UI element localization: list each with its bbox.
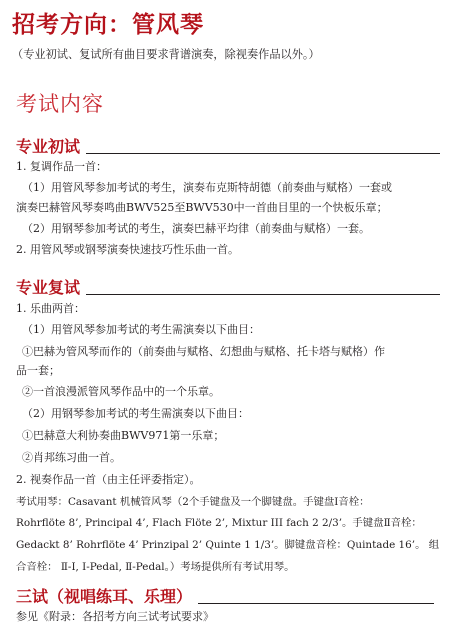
page-subtitle: （专业初试、复试所有曲目要求背谱演奏，除视奏作品以外。） bbox=[12, 48, 320, 61]
section-third-title: 三试（视唱练耳、乐理） bbox=[16, 587, 193, 606]
initial-item-1: 1. 复调作品一首： bbox=[16, 160, 107, 173]
retest-item-1a: （1）用管风琴参加考试的考生需演奏以下曲目： bbox=[22, 323, 260, 336]
retest-item-1b: （2）用钢琴参加考试的考生需演奏以下曲目： bbox=[22, 407, 249, 420]
initial-item-1a-line2: 演奏巴赫管风琴奏鸣曲BWV525至BWV530中一首曲目里的一个快板乐章； bbox=[16, 201, 388, 214]
retest-item-1a-i-line2: 品一套； bbox=[16, 364, 60, 377]
initial-item-1a-line1: （1）用管风琴参加考试的考生，演奏布克斯特胡德（前奏曲与赋格）一套或 bbox=[22, 181, 392, 194]
initial-item-1b: （2）用钢琴参加考试的考生，演奏巴赫平均律（前奏曲与赋格）一套。 bbox=[22, 222, 370, 235]
retest-item-1: 1. 乐曲两首： bbox=[16, 302, 85, 315]
retest-item-1a-i-line1: ①巴赫为管风琴而作的（前奏曲与赋格、幻想曲与赋格、托卡塔与赋格）作 bbox=[22, 345, 385, 358]
section-divider bbox=[86, 294, 440, 295]
organ-spec-line1: 考试用琴：Casavant 机械管风琴（2个手键盘及一个脚键盘。手键盘Ⅰ音栓： bbox=[16, 496, 370, 508]
organ-spec-line2: Rohrflöte 8’, Principal 4’, Flach Flöte 2’, Mixtur III fach 2 2/3’。手键盘Ⅱ音栓： bbox=[16, 517, 422, 529]
section-initial-header bbox=[16, 134, 440, 156]
section-retest-header bbox=[16, 275, 440, 297]
page-title: 招考方向：管风琴 bbox=[12, 12, 204, 38]
organ-spec-line3: Gedackt 8’ Rohrflöte 4’ Prinzipal 2’ Quinte 1 1/3’。脚键盘音栓：Quintade 16’。 组 bbox=[16, 539, 440, 551]
third-exam-reference: 参见《附录：各招考方向三试考试要求》 bbox=[16, 610, 214, 623]
retest-item-1b-i: ①巴赫意大利协奏曲BWV971第一乐章； bbox=[22, 429, 225, 442]
organ-spec-line4: 合音栓： Ⅱ-Ⅰ, Ⅰ-Pedal, Ⅱ-Pedal。）考场提供所有考试用琴。 bbox=[16, 561, 295, 573]
section-initial-title: 专业初试 bbox=[16, 137, 81, 156]
section-third-header bbox=[16, 584, 434, 606]
retest-item-1b-ii: ②肖邦练习曲一首。 bbox=[22, 451, 121, 464]
section-divider bbox=[86, 153, 440, 154]
section-divider bbox=[198, 603, 434, 604]
retest-item-2: 2. 视奏作品一首（由主任评委指定）。 bbox=[16, 473, 201, 486]
initial-item-2: 2. 用管风琴或钢琴演奏快速技巧性乐曲一首。 bbox=[16, 243, 239, 256]
exam-content-heading: 考试内容 bbox=[16, 92, 104, 116]
retest-item-1a-ii: ②一首浪漫派管风琴作品中的一个乐章。 bbox=[22, 385, 220, 398]
section-retest-title: 专业复试 bbox=[16, 278, 81, 297]
